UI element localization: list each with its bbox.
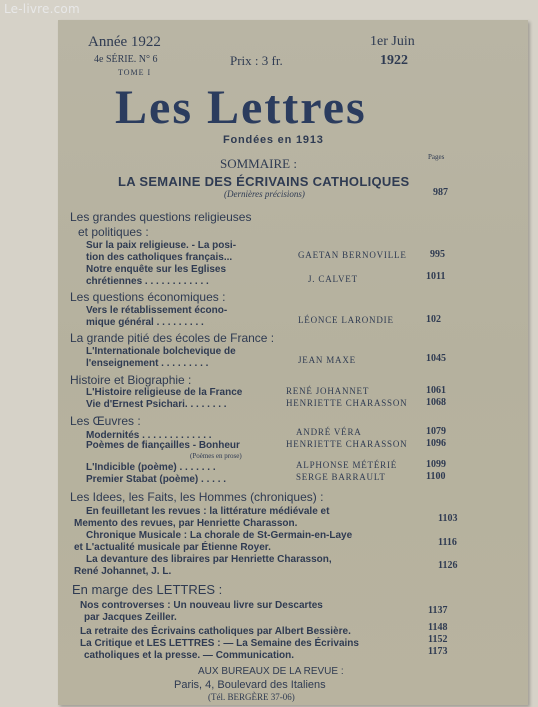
marge-page: 1137 [428,605,448,616]
chronicle-line: La devanture des libraires par Henriette Charasson, [86,554,332,565]
year-label: Année 1922 [88,34,161,50]
section-title: Histoire et Biographie : [70,373,192,387]
entry-page: 1068 [426,397,446,408]
entry-author: GAETAN BERNOVILLE [298,250,407,260]
entry-title: Poèmes de fiançailles - Bonheur [86,440,240,451]
entry-author: RENÉ JOHANNET [286,386,370,396]
chronicle-page: 1116 [438,537,457,548]
entry-author: ANDRÉ VÉRA [296,427,362,437]
entry-author: JEAN MAXE [298,355,356,365]
marge-line: par Jacques Zeiller. [84,612,177,623]
price-label: Prix : 3 fr. [230,53,283,68]
founded-label: Fondées en 1913 [223,134,324,146]
section-title: Les Œuvres : [70,414,141,428]
entry-title: tion des catholiques français... [86,252,233,263]
marge-page: 1152 [428,634,448,645]
entry-page: 1100 [426,471,446,482]
entry-page: 1096 [426,438,446,449]
lead-article-title: LA SEMAINE DES ÉCRIVAINS CATHOLIQUES [118,174,410,189]
magazine-cover-page [58,20,528,705]
entry-title: Modernités . . . . . . . . . . . . . [86,430,212,441]
entry-page: 995 [430,249,445,260]
marge-line: La Critique et LES LETTRES : — La Semaine des Écrivains [80,638,359,649]
chronicle-line: Chronique Musicale : La chorale de St-Germain-en-Laye [86,530,353,541]
sommaire-heading: SOMMAIRE : [220,156,297,171]
lead-article-subtitle: (Dernières précisions) [224,189,305,199]
chronicle-line: René Johannet, J. L. [74,566,172,577]
entry-author: ALPHONSE MÉTÉRIÉ [296,460,398,470]
chronicles-title: Les Idees, les Faits, les Hommes (chroniques) : [70,490,324,504]
entry-title: Vie d'Ernest Psichari. . . . . . . . [86,399,227,410]
marge-page: 1173 [428,646,448,657]
series-label: 4e SÉRIE. N° 6 [94,54,158,65]
entry-title: L'Internationale bolchevique de [86,346,236,357]
chronicle-line: En feuilletant les revues : la littérature médiévale et [86,506,330,517]
entry-author: SERGE BARRAULT [296,472,386,482]
chronicle-page: 1103 [438,513,458,524]
entry-title: Notre enquête sur les Eglises [86,264,227,275]
entry-author: HENRIETTE CHARASSON [286,398,408,408]
tome-label: TOME I [118,68,152,77]
chronicle-line: Memento des revues, par Henriette Charasson. [74,518,298,529]
entry-author: HENRIETTE CHARASSON [286,439,408,449]
lead-article-page: 987 [433,187,448,198]
entry-page: 1045 [426,353,446,364]
section-title: et politiques : [78,225,149,239]
entry-page: 1099 [426,459,446,470]
entry-title: Vers le rétablissement écono- [86,305,228,316]
marge-page: 1148 [428,622,448,633]
magazine-title: Les Lettres [115,81,367,134]
chronicle-page: 1126 [438,560,458,571]
entry-title: L'Histoire religieuse de la France [86,387,243,398]
pages-heading: Pages [428,153,445,161]
date-year: 1922 [380,53,408,68]
entry-page: 102 [426,314,441,325]
entry-note: (Poèmes en prose) [190,452,242,460]
watermark: Le-livre.com [4,2,80,16]
footer-address: Paris, 4, Boulevard des Italiens [174,679,326,691]
section-title: La grande pitié des écoles de France : [70,331,275,345]
entry-title: Sur la paix religieuse. - La posi- [86,240,237,251]
entry-author: J. CALVET [308,274,358,284]
entry-page: 1061 [426,385,446,396]
footer-line: AUX BUREAUX DE LA REVUE : [198,666,344,677]
entry-title: chrétiennes . . . . . . . . . . . . [86,276,209,287]
entry-title: mique général . . . . . . . . . [86,317,204,328]
entry-author: LÉONCE LARONDIE [298,315,394,325]
section-title: Les grandes questions religieuses [70,210,252,224]
section-title: Les questions économiques : [70,290,226,304]
date-day: 1er Juin [370,34,415,49]
entry-title: Premier Stabat (poème) . . . . . [86,474,227,485]
entry-title: l'enseignement . . . . . . . . . [86,358,209,369]
marge-title: En marge des LETTRES : [72,582,223,597]
marge-line: La retraite des Écrivains catholiques par Albert Bessière. [80,626,351,637]
marge-line: Nos controverses : Un nouveau livre sur Descartes [80,600,323,611]
entry-page: 1011 [426,271,446,282]
entry-title: L'Indicible (poème) . . . . . . . [86,462,216,473]
entry-page: 1079 [426,426,446,437]
footer-phone: (Tél. BERGÈRE 37-06) [208,692,295,702]
chronicle-line: et L'actualité musicale par Étienne Royer. [74,542,271,553]
marge-line: catholiques et la presse. — Communication. [84,650,295,661]
